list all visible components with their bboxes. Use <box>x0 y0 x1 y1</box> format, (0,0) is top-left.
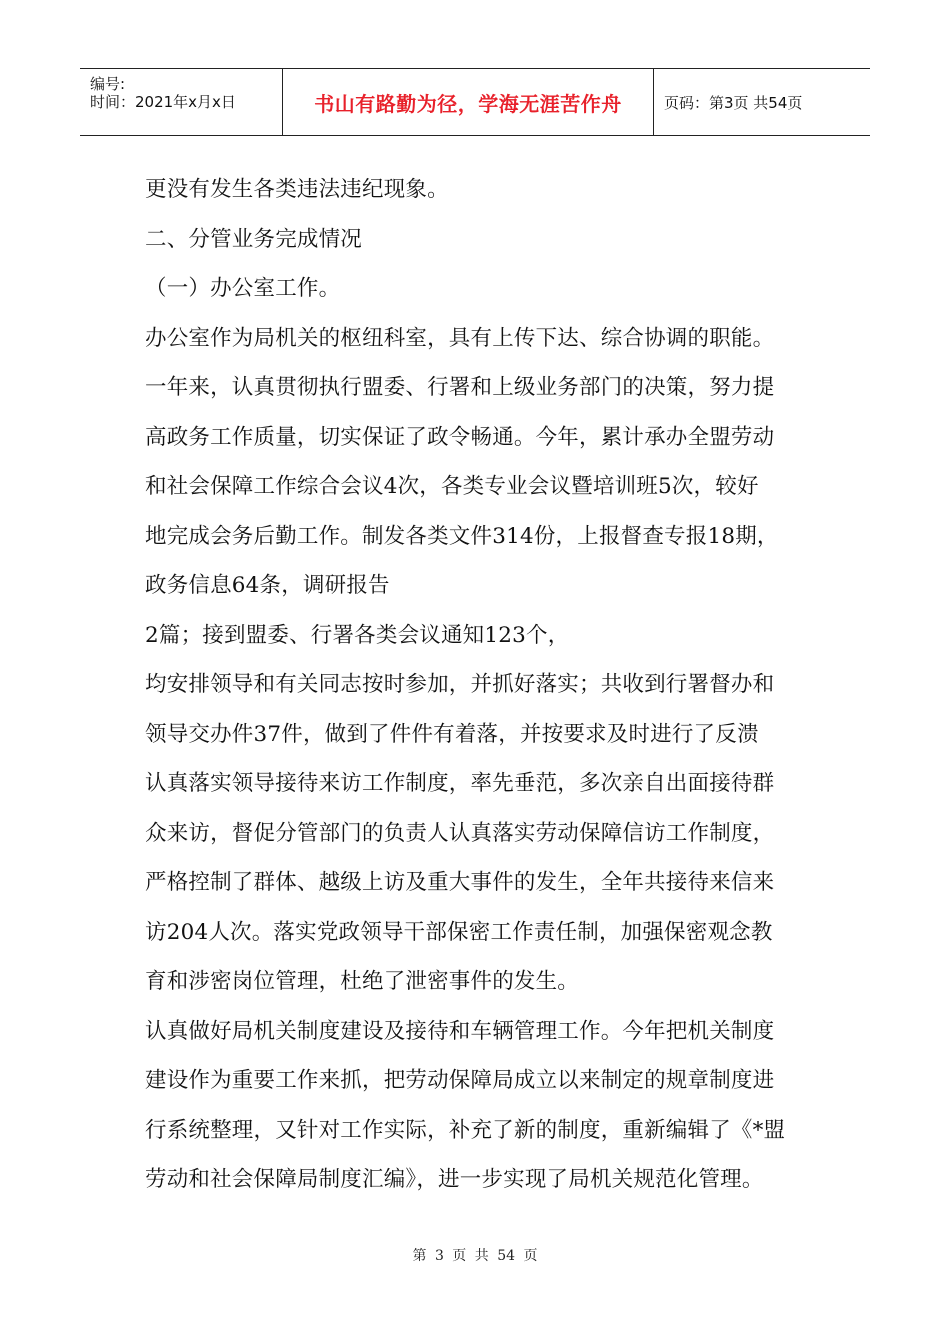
body-line: 领导交办件37件，做到了件件有着落，并按要求及时进行了反溃 <box>145 721 759 747</box>
body-line: 一年来，认真贯彻执行盟委、行署和上级业务部门的决策，努力提 <box>145 375 775 400</box>
body-line: 建设作为重要工作来抓，把劳动保障局成立以来制定的规章制度进 <box>145 1068 775 1093</box>
body-line: 认真做好局机关制度建设及接待和车辆管理工作。今年把机关制度 <box>145 1018 775 1044</box>
body-line: 劳动和社会保障局制度汇编》，进一步实现了局机关规范化管理。 <box>145 1167 764 1192</box>
body-line: 均安排领导和有关同志按时参加，并抓好落实；共收到行署督办和 <box>145 672 775 697</box>
body-line: 众来访，督促分管部门的负责人认真落实劳动保障信访工作制度， <box>145 820 775 846</box>
body-line: 办公室作为局机关的枢纽科室，具有上传下达、综合协调的职能。 <box>145 325 775 351</box>
body-line: 认真落实领导接待来访工作制度，率先垂范，多次亲自出面接待群 <box>145 771 775 796</box>
body-line: 行系统整理，又针对工作实际，补充了新的制度，重新编辑了《*盟 <box>145 1117 786 1143</box>
body-line: 高政务工作质量，切实保证了政令畅通。今年，累计承办全盟劳动 <box>145 424 775 450</box>
body-line: 地完成会务后勤工作。制发各类文件314份，上报督查专报18期， <box>145 523 779 549</box>
page-footer: 第 3 页 共 54 页 <box>412 1248 538 1264</box>
body-line: 2篇；接到盟委、行署各类会议通知123个， <box>145 622 570 648</box>
body-line: 更没有发生各类违法违纪现象。 <box>145 177 449 202</box>
body-line: 政务信息64条，调研报告 <box>145 573 390 598</box>
page-header <box>80 68 870 136</box>
section-heading: 二、分管业务完成情况 <box>145 226 363 252</box>
document-number-label: 编号: <box>90 75 126 93</box>
body-line: 访204人次。落实党政领导干部保密工作责任制，加强保密观念教 <box>145 919 773 945</box>
body-line: 和社会保障工作综合会议4次，各类专业会议暨培训班5次，较好 <box>145 474 759 499</box>
header-page-info: 页码：第3页 共54页 <box>664 93 803 112</box>
body-line: 育和涉密岗位管理，杜绝了泄密事件的发生。 <box>145 969 580 994</box>
subsection-heading: （一）办公室工作。 <box>145 276 341 301</box>
header-motto: 书山有路勤为径，学海无涯苦作舟 <box>314 91 622 116</box>
document-body <box>145 165 815 1205</box>
document-date: 时间：2021年x月x日 <box>90 93 236 111</box>
header-meta <box>80 69 282 135</box>
body-line: 严格控制了群体、越级上访及重大事件的发生，全年共接待来信来 <box>145 870 775 895</box>
